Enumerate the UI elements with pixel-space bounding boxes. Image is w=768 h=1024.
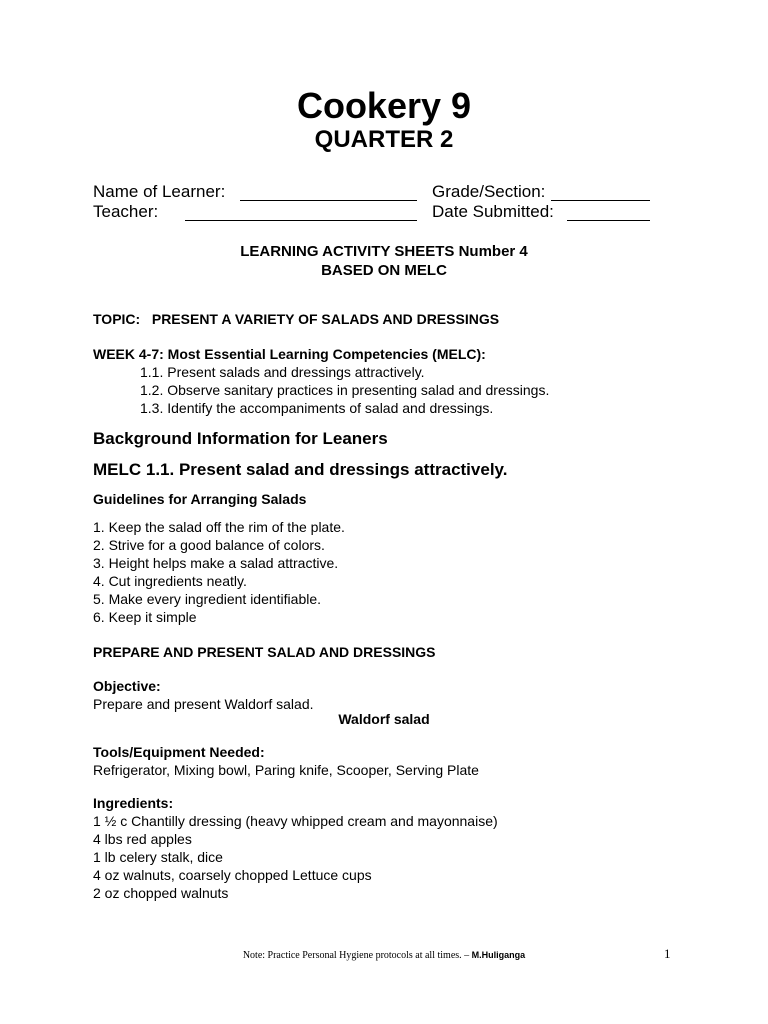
- objective-heading: Objective:: [93, 678, 161, 694]
- ingredient-item: 2 oz chopped walnuts: [93, 885, 229, 901]
- ingredients-section: [93, 794, 713, 902]
- grade-label: Grade/Section:: [432, 182, 546, 201]
- teacher-blank-line[interactable]: [185, 220, 417, 221]
- melc-list-item: 1.2. Observe sanitary practices in presenting salad and dressings.: [140, 382, 550, 398]
- name-blank-line[interactable]: [240, 200, 417, 201]
- week-heading: WEEK 4-7: Most Essential Learning Competencies (MELC):: [93, 346, 486, 362]
- name-label: Name of Learner:: [93, 182, 226, 201]
- page-number: 1: [664, 946, 671, 961]
- ingredients-heading: Ingredients:: [93, 795, 174, 811]
- tools-heading: Tools/Equipment Needed:: [93, 744, 265, 760]
- objective-text: Prepare and present Waldorf salad.: [93, 696, 314, 712]
- sheet-heading-line1: LEARNING ACTIVITY SHEETS Number 4: [240, 243, 528, 260]
- list-item: 5. Make every ingredient identifiable.: [93, 591, 322, 607]
- background-heading: Background Information for Leaners: [93, 429, 388, 448]
- footer-note-text: Note: Practice Personal Hygiene protocols at all times. –: [242, 950, 472, 961]
- list-item: 6. Keep it simple: [93, 609, 197, 625]
- form-row-teacher-date: [93, 202, 653, 224]
- ingredient-item: 4 oz walnuts, coarsely chopped Lettuce cups: [93, 867, 372, 883]
- document-subtitle: QUARTER 2: [314, 126, 454, 153]
- teacher-label: Teacher:: [93, 202, 159, 221]
- ingredient-item: 1 ½ c Chantilly dressing (heavy whipped cream and mayonnaise): [93, 813, 498, 829]
- ingredient-item: 1 lb celery stalk, dice: [93, 849, 223, 865]
- tools-section: [93, 743, 713, 779]
- date-blank-line[interactable]: [567, 220, 650, 221]
- topic-line: TOPIC: PRESENT A VARIETY OF SALADS AND DRESSINGS: [93, 311, 500, 327]
- melc-heading: MELC 1.1. Present salad and dressings attractively.: [93, 460, 508, 479]
- week-section: [93, 345, 713, 417]
- list-item: 1. Keep the salad off the rim of the plate.: [93, 519, 345, 535]
- sheet-heading-line2: BASED ON MELC: [321, 262, 447, 279]
- list-item: 4. Cut ingredients neatly.: [93, 573, 247, 589]
- prepare-heading: PREPARE AND PRESENT SALAD AND DRESSINGS: [93, 644, 436, 660]
- objective-section: [93, 677, 713, 713]
- melc-list-item: 1.3. Identify the accompaniments of salad and dressings.: [140, 400, 494, 416]
- footer-note: [0, 948, 768, 963]
- form-row-name-grade: [93, 182, 653, 204]
- guidelines-list: [93, 518, 713, 626]
- dish-name: Waldorf salad: [338, 711, 430, 727]
- tools-text: Refrigerator, Mixing bowl, Paring knife, Scooper, Serving Plate: [93, 762, 479, 778]
- footer-author: M.Huliganga: [471, 950, 526, 960]
- document-title: Cookery 9: [296, 85, 472, 126]
- guidelines-heading: Guidelines for Arranging Salads: [93, 491, 307, 507]
- list-item: 3. Height helps make a salad attractive.: [93, 555, 339, 571]
- date-label: Date Submitted:: [432, 202, 554, 221]
- grade-blank-line[interactable]: [551, 200, 650, 201]
- list-item: 2. Strive for a good balance of colors.: [93, 537, 325, 553]
- ingredient-item: 4 lbs red apples: [93, 831, 192, 847]
- melc-list-item: 1.1. Present salads and dressings attractively.: [140, 364, 425, 380]
